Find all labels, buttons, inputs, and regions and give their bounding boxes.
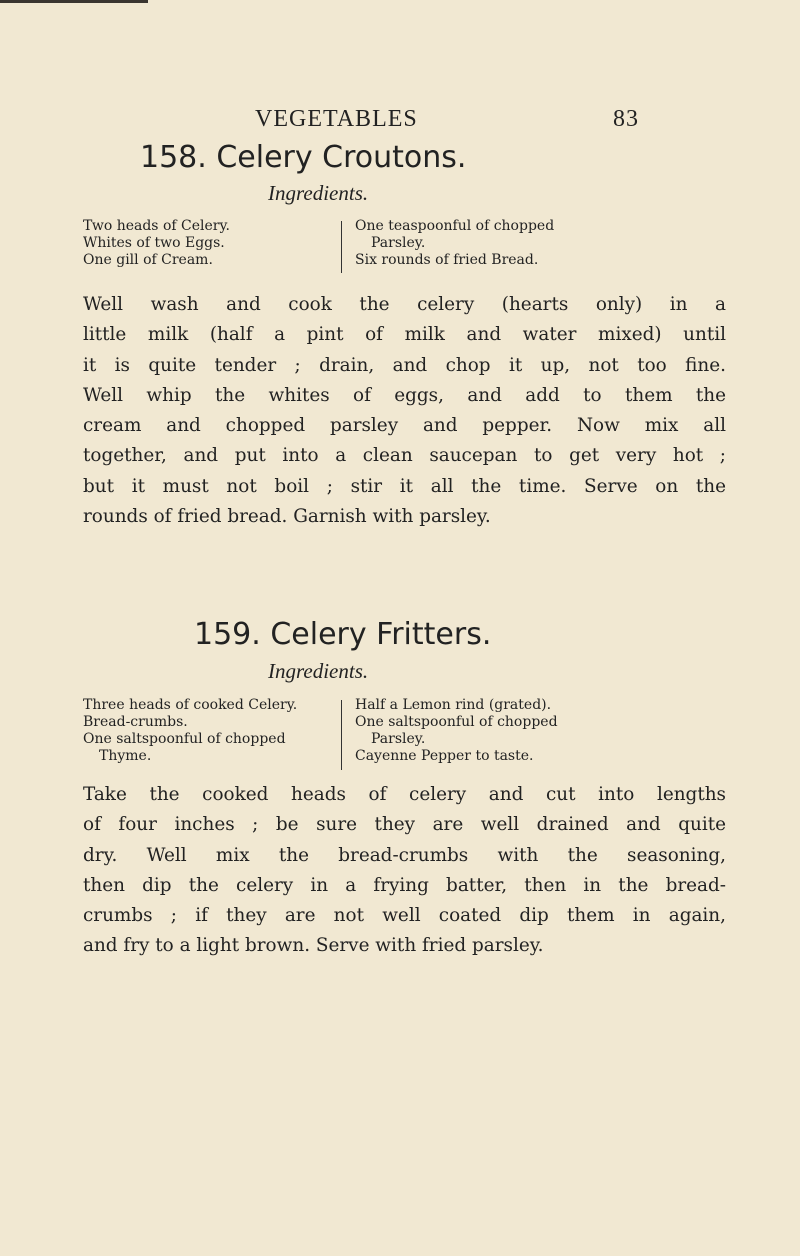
ingredient-item: Whites of two Eggs. — [83, 235, 225, 251]
method-paragraph — [83, 780, 726, 962]
column-divider — [341, 700, 342, 770]
ingredients-left-column — [83, 218, 230, 269]
recipe-title: 159. Celery Fritters. — [194, 617, 492, 652]
method-line: together, and put into a clean saucepan to get very hot ; — [83, 445, 726, 467]
ingredient-item: Three heads of cooked Celery. — [83, 697, 298, 713]
ingredient-item: Parsley. — [371, 731, 426, 747]
ingredients-left-column — [83, 697, 297, 765]
ingredients-right-column — [355, 697, 558, 765]
method-line: dry. Well mix the bread-crumbs with the seasoning, — [83, 844, 726, 866]
ingredient-item: Half a Lemon rind (grated). — [355, 697, 552, 713]
method-line: but it must not boil ; stir it all the time. Serve on the — [83, 475, 726, 497]
ingredients-right-column — [355, 218, 554, 269]
top-edge-rule — [0, 0, 148, 3]
method-line: little milk (half a pint of milk and water mixed) until — [83, 324, 726, 346]
recipe-title: 158. Celery Croutons. — [140, 140, 467, 175]
ingredient-item: Two heads of Celery. — [83, 218, 230, 234]
method-line: Well wash and cook the celery (hearts only) in a — [83, 294, 726, 315]
method-line: crumbs ; if they are not well coated dip them in again, — [83, 905, 726, 927]
column-divider — [341, 221, 342, 273]
method-line: then dip the celery in a frying batter, then in the bread- — [83, 874, 726, 896]
ingredients-heading: Ingredients. — [268, 659, 369, 683]
method-line: Take the cooked heads of celery and cut into lengths — [83, 784, 726, 805]
method-paragraph — [83, 290, 726, 532]
ingredient-item: Bread-crumbs. — [83, 714, 188, 730]
ingredient-item: One teaspoonful of chopped — [355, 218, 555, 234]
running-title: VEGETABLES — [255, 106, 418, 132]
method-line: it is quite tender ; drain, and chop it up, not too fine. — [83, 354, 726, 376]
ingredients-heading: Ingredients. — [268, 181, 369, 205]
ingredient-item: Parsley. — [371, 235, 426, 251]
ingredient-item: Thyme. — [99, 748, 152, 764]
ingredient-item: One gill of Cream. — [83, 252, 213, 268]
ingredient-item: One saltspoonful of chopped — [355, 714, 558, 730]
page-number: 83 — [613, 106, 639, 132]
method-line: of four inches ; be sure they are well drained and quite — [83, 814, 726, 836]
ingredient-item: Cayenne Pepper to taste. — [355, 748, 534, 764]
ingredient-item: Six rounds of fried Bread. — [355, 252, 539, 268]
method-line: rounds of fried bread. Garnish with parsley. — [83, 506, 491, 528]
ingredient-item: One saltspoonful of chopped — [83, 731, 286, 747]
method-line: Well whip the whites of eggs, and add to them the — [83, 384, 726, 406]
method-line: and fry to a light brown. Serve with fried parsley. — [83, 935, 544, 957]
method-line: cream and chopped parsley and pepper. Now mix all — [83, 415, 726, 437]
